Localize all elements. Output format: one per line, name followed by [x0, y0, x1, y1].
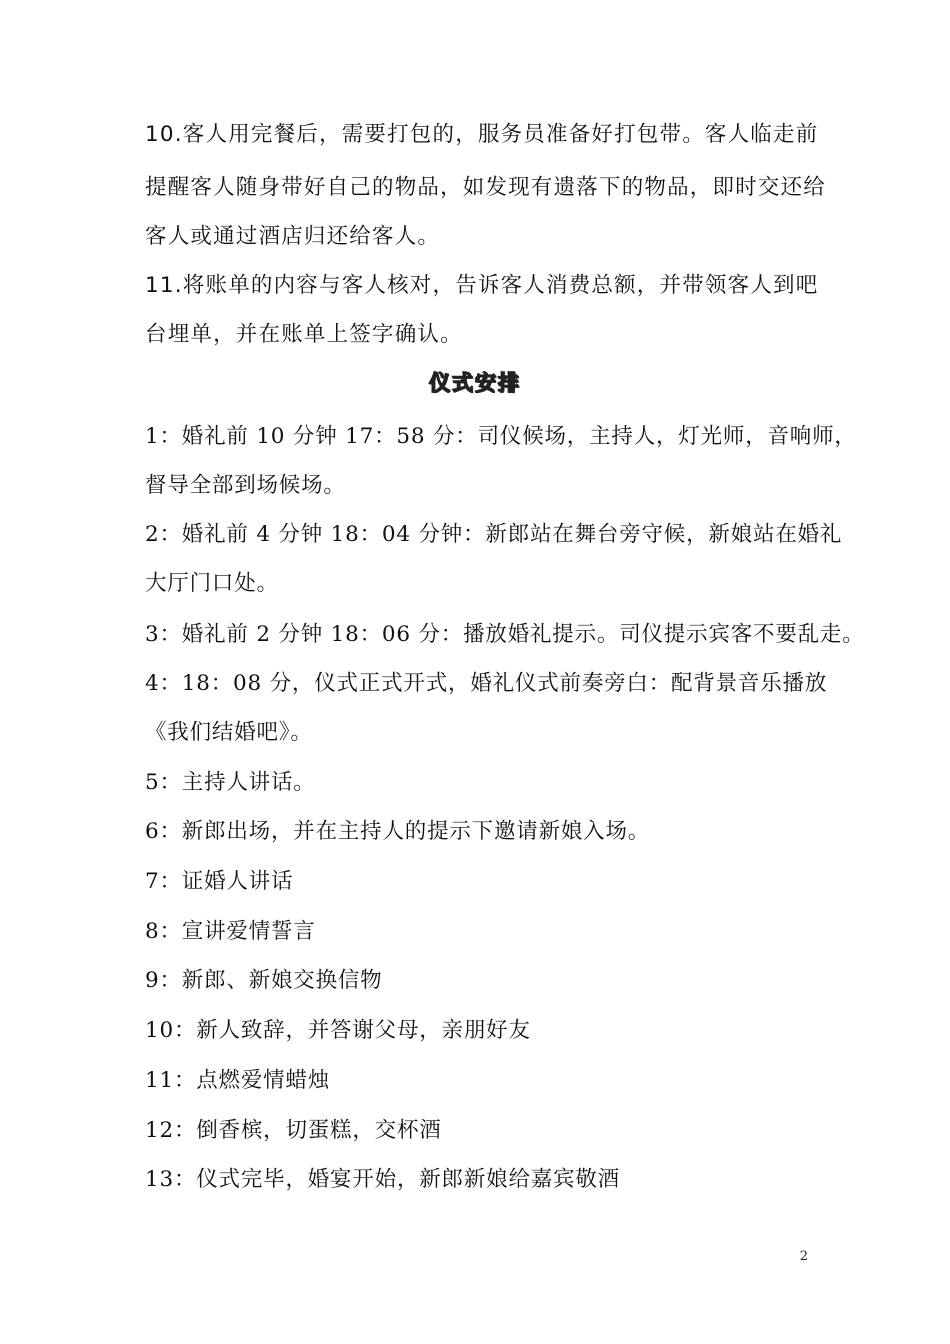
schedule-item-1-line-2: 督导全部到场候场。: [145, 473, 346, 498]
schedule-item-7: 7：证婚人讲话: [145, 869, 294, 894]
paragraph-10-line-1: 10.客人用完餐后，需要打包的，服务员准备好打包带。客人临走前: [145, 122, 819, 147]
paragraph-11-line-1: 11.将账单的内容与客人核对，告诉客人消费总额，并带领客人到吧: [145, 273, 819, 298]
paragraph-11-line-2: 台埋单，并在账单上签字确认。: [145, 322, 463, 347]
paragraph-10-line-2: 提醒客人随身带好自己的物品，如发现有遗落下的物品，即时交还给: [145, 175, 827, 200]
schedule-item-2-line-2: 大厅门口处。: [145, 571, 279, 596]
schedule-item-13: 13：仪式完毕，婚宴开始，新郎新娘给嘉宾敬酒: [145, 1167, 620, 1192]
schedule-item-8: 8：宣讲爱情誓言: [145, 919, 316, 944]
paragraph-10-line-3: 客人或通过酒店归还给客人。: [145, 224, 441, 249]
schedule-item-3: 3：婚礼前 2 分钟 18：06 分：播放婚礼提示。司仪提示宾客不要乱走。: [145, 622, 865, 647]
schedule-item-12: 12：倒香槟，切蛋糕，交杯酒: [145, 1118, 442, 1143]
schedule-item-1-line-1: 1：婚礼前 10 分钟 17：58 分：司仪候场，主持人，灯光师，音响师，: [145, 424, 857, 449]
schedule-item-5: 5：主持人讲话。: [145, 770, 316, 795]
schedule-item-11: 11：点燃爱情蜡烛: [145, 1068, 331, 1093]
schedule-item-2-line-1: 2：婚礼前 4 分钟 18：04 分钟：新郎站在舞台旁守候，新娘站在婚礼: [145, 522, 843, 547]
schedule-item-4-line-2: 《我们结婚吧》。: [145, 720, 313, 745]
schedule-item-9: 9：新郎、新娘交换信物: [145, 968, 383, 993]
page-number: 2: [799, 1249, 808, 1264]
schedule-item-4-line-1: 4：18：08 分，仪式正式开式，婚礼仪式前奏旁白：配背景音乐播放: [145, 671, 828, 696]
section-title: 仪式安排: [429, 371, 521, 395]
schedule-item-6: 6：新郎出场，并在主持人的提示下邀请新娘入场。: [145, 819, 651, 844]
schedule-item-10: 10：新人致辞，并答谢父母，亲朋好友: [145, 1018, 531, 1043]
